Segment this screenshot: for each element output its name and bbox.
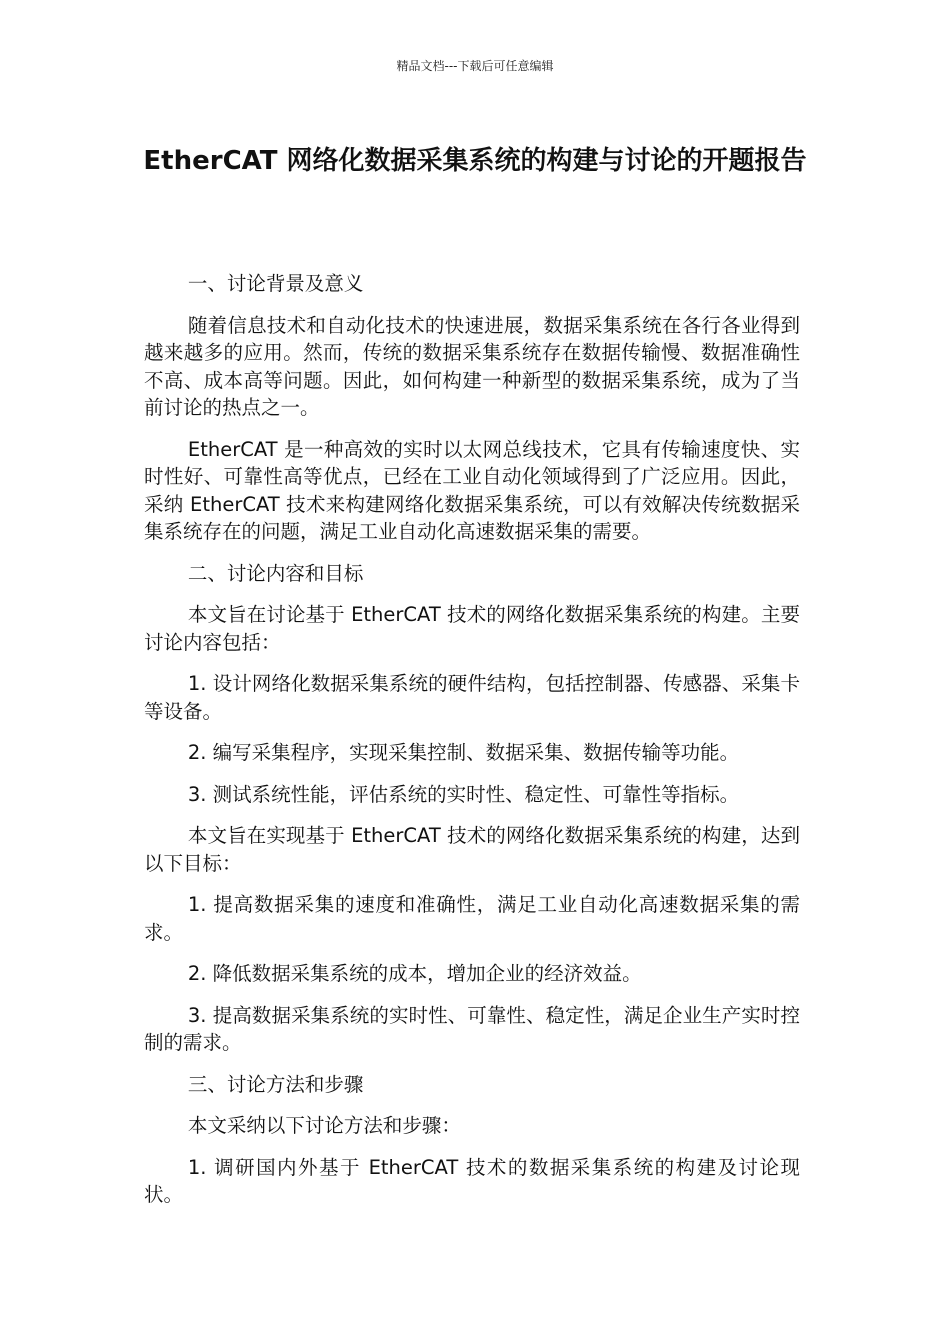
list-item: 1. 提高数据采集的速度和准确性，满足工业自动化高速数据采集的需求。 bbox=[144, 893, 800, 944]
list-item: 1. 调研国内外基于 EtherCAT 技术的数据采集系统的构建及讨论现状。 bbox=[144, 1155, 800, 1206]
section-heading-background: 一、讨论背景及意义 bbox=[187, 272, 364, 295]
list-item: 1. 设计网络化数据采集系统的硬件结构，包括控制器、传感器、采集卡等设备。 bbox=[144, 672, 800, 723]
list-item: 3. 提高数据采集系统的实时性、可靠性、稳定性，满足企业生产实时控制的需求。 bbox=[144, 1003, 800, 1054]
list-item: 2. 降低数据采集系统的成本，增加企业的经济效益。 bbox=[187, 962, 642, 985]
list-item: 3. 测试系统性能，评估系统的实时性、稳定性、可靠性等指标。 bbox=[187, 782, 740, 806]
section-heading-content: 二、讨论内容和目标 bbox=[187, 561, 364, 585]
paragraph: 本文旨在讨论基于 EtherCAT 技术的网络化数据采集系统的构建。主要讨论内容包括： bbox=[144, 603, 800, 654]
paragraph: 随着信息技术和自动化技术的快速进展，数据采集系统在各行各业得到越来越多的应用。然而，传统的数据采集系统存在数据传输慢、数据准确性不高、成本高等问题。因此，如何构建一种新型的数据采集系统，成为了当前讨论的热点之一。 bbox=[144, 313, 800, 419]
paragraph: 本文旨在实现基于 EtherCAT 技术的网络化数据采集系统的构建，达到以下目标： bbox=[144, 824, 800, 875]
section-heading-method: 三、讨论方法和步骤 bbox=[187, 1072, 364, 1096]
document-title: EtherCAT 网络化数据采集系统的构建与讨论的开题报告 bbox=[143, 146, 807, 176]
paragraph: EtherCAT 是一种高效的实时以太网总线技术，它具有传输速度快、实时性好、可靠性高等优点，已经在工业自动化领域得到了广泛应用。因此，采纳 EtherCAT 技术来构建网络化数据采集系统，可以有效解决传统数据采集系统存在的问题，满足工业自动化高速数据采集的需要。 bbox=[144, 437, 800, 543]
document-body bbox=[144, 270, 800, 1223]
paragraph: 本文采纳以下讨论方法和步骤： bbox=[187, 1114, 461, 1137]
header-note: 精品文档---下载后可任意编辑 bbox=[396, 59, 554, 73]
list-item: 2. 编写采集程序，实现采集控制、数据采集、数据传输等功能。 bbox=[187, 741, 740, 764]
